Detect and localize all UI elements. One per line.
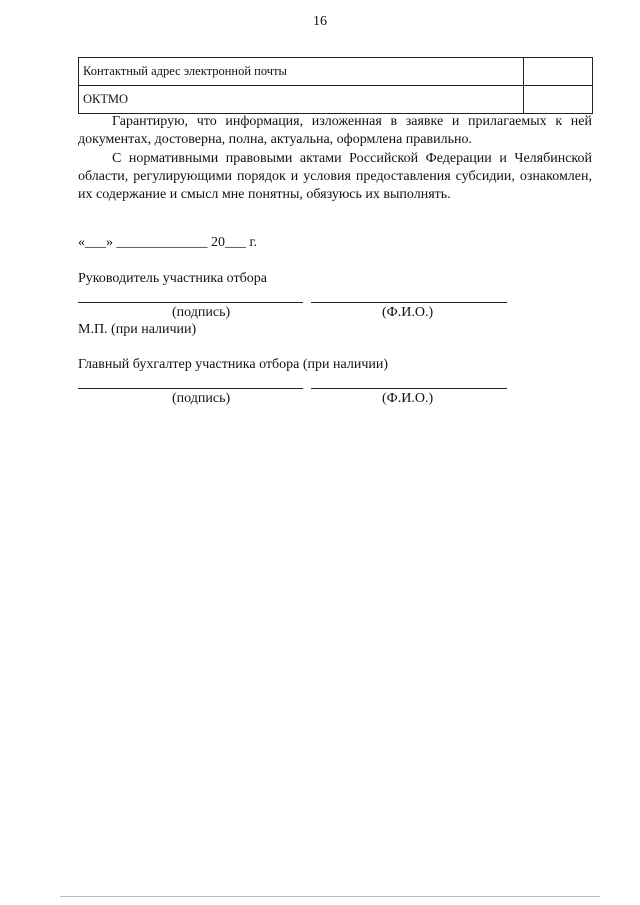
guarantee-paragraph: Гарантирую, что информация, изложенная в заявке и прилагаемых к ней документах, достоверна, полна, актуальна, оформлена правильно. — [78, 114, 592, 147]
oktmo-value-cell — [524, 86, 593, 114]
accountant-name-caption: (Ф.И.О.) — [382, 391, 434, 406]
page-number: 16 — [313, 14, 327, 29]
email-label-cell: Контактный адрес электронной почты — [79, 58, 524, 86]
footer-divider — [60, 896, 600, 897]
accountant-signature-line — [78, 388, 303, 389]
date-line: «___» _____________ 20___ г. — [78, 235, 258, 250]
accountant-signature-caption: (подпись) — [172, 391, 231, 406]
head-name-caption: (Ф.И.О.) — [382, 305, 434, 320]
table-row — [79, 86, 593, 114]
oktmo-label-cell: ОКТМО — [79, 86, 524, 114]
head-signature-caption: (подпись) — [172, 305, 231, 320]
accountant-title: Главный бухгалтер участника отбора (при наличии) — [78, 357, 389, 372]
head-title: Руководитель участника отбора — [78, 271, 267, 286]
table-row — [79, 58, 593, 86]
stamp-note: М.П. (при наличии) — [78, 322, 197, 337]
accountant-name-line — [311, 388, 507, 389]
email-value-cell — [524, 58, 593, 86]
head-signature-line — [78, 302, 303, 303]
head-name-line — [311, 302, 507, 303]
acknowledge-paragraph: С нормативными правовыми актами Российской Федерации и Челябинской области, регулирующими порядок и условия предоставления субсидии, ознакомлен, их содержание и смысл мне понятны, обязуюсь их выполнять. — [78, 151, 592, 202]
contact-info-table — [78, 57, 593, 114]
